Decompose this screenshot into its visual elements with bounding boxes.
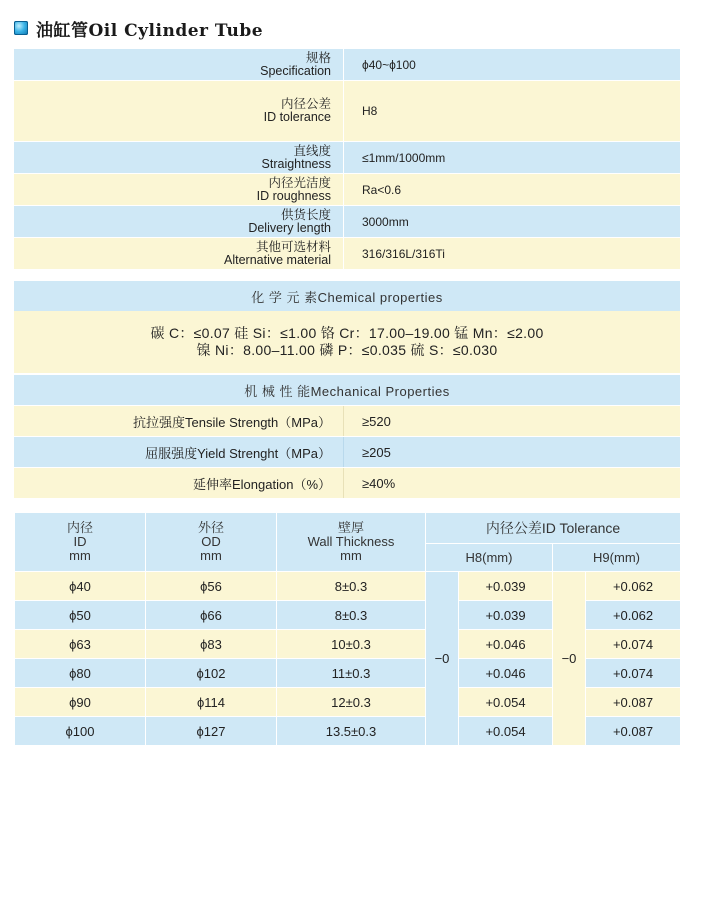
cell-id: ϕ100 [15,717,146,746]
cell-id: ϕ50 [15,601,146,630]
spec-value: 316/316L/316Ti [362,246,445,261]
spec-row-alternative-material [14,238,680,270]
cell-id: ϕ63 [15,630,146,659]
cell-h8-lower: −0 [426,572,459,746]
cell-h8: +0.054 [459,717,553,746]
spec-row-id-tolerance [14,81,680,142]
header-od-cn: 外径 [197,520,224,535]
spec-table [14,49,680,270]
spec-label-en: Specification [260,63,331,78]
spec-label-cn: 直线度 [293,143,331,158]
spec-row-straightness [14,142,680,174]
spec-label-cn: 内径公差 [280,97,331,111]
spec-label-en: Straightness [261,156,331,171]
spec-label-cn: 规格 [305,50,331,65]
spec-value: Ra<0.6 [362,182,402,197]
cell-h9: +0.074 [586,659,681,688]
spec-row-delivery-length [14,206,680,238]
spec-label [14,174,344,205]
cell-od: ϕ114 [146,688,277,717]
header-od-unit: mm [200,548,222,563]
mechanical-heading: 机 械 性 能Mechanical Properties [14,375,680,405]
table-row [15,572,681,601]
cell-od: ϕ102 [146,659,277,688]
spec-label [14,238,344,269]
header-wt-en: Wall Thickness [307,534,395,549]
cell-h8: +0.039 [459,572,553,601]
spec-label-cn: 供货长度 [280,207,331,222]
mechanical-label: 抗拉强度Tensile Strength（MPa） [14,406,344,436]
cell-h8: +0.046 [459,630,553,659]
chemical-line-1: 碳 C：≤0.07 硅 Si：≤1.00 铬 Cr：17.00–19.00 锰 Mn：≤2.00 [150,325,544,341]
spec-label [14,142,344,173]
mechanical-section [14,375,680,498]
chemical-heading: 化 学 元 素Chemical properties [14,281,680,311]
mechanical-row [14,467,680,498]
cell-id: ϕ90 [15,688,146,717]
header-id-en: ID [73,534,87,549]
mechanical-value: ≥40% [362,475,396,491]
cell-h9: +0.074 [586,630,681,659]
dimensions-table [14,512,681,746]
spec-label-cn: 内径光洁度 [268,175,331,190]
mechanical-row [14,405,680,436]
title-cn: 油缸管 [36,20,89,41]
cell-h8: +0.039 [459,601,553,630]
cell-od: ϕ127 [146,717,277,746]
header-id-tolerance: 内径公差ID Tolerance [426,513,681,544]
header-wall-thickness [277,513,426,572]
spec-label-en: ID tolerance [263,110,331,124]
spec-value: H8 [362,104,378,118]
title-row [14,16,263,40]
cell-wt: 11±0.3 [277,659,426,688]
cell-id: ϕ40 [15,572,146,601]
cell-wt: 8±0.3 [277,601,426,630]
mechanical-label: 延伸率Elongation（%） [14,468,344,498]
spec-label-cn: 其他可选材料 [255,239,331,254]
chemical-section [14,281,680,373]
spec-label [14,206,344,237]
header-wt-unit: mm [340,548,362,563]
cell-h8: +0.054 [459,688,553,717]
cell-id: ϕ80 [15,659,146,688]
mechanical-value: ≥205 [362,444,391,460]
cell-h9: +0.062 [586,572,681,601]
chemical-line-2: 镍 Ni：8.00–11.00 磷 P：≤0.035 硫 S：≤0.030 [196,342,498,358]
spec-label [14,81,344,141]
spec-label [14,49,344,80]
cell-h9: +0.087 [586,717,681,746]
chemical-body [14,311,680,373]
cell-od: ϕ66 [146,601,277,630]
cell-od: ϕ56 [146,572,277,601]
cell-wt: 13.5±0.3 [277,717,426,746]
cell-wt: 8±0.3 [277,572,426,601]
cell-h8: +0.046 [459,659,553,688]
spec-row-id-roughness [14,174,680,206]
spec-label-en: Alternative material [224,252,331,267]
square-bullet-icon [14,21,28,35]
cell-wt: 12±0.3 [277,688,426,717]
spec-label-en: ID roughness [256,188,331,203]
cell-h9: +0.062 [586,601,681,630]
spec-value: ≤1mm/1000mm [362,150,446,165]
header-id [15,513,146,572]
cell-h9: +0.087 [586,688,681,717]
header-id-unit: mm [69,548,91,563]
header-wt-cn: 壁厚 [337,520,364,535]
header-h8: H8(mm) [426,544,553,572]
spec-row-specification [14,49,680,81]
spec-value: 3000mm [362,214,409,229]
mechanical-row [14,436,680,467]
header-od [146,513,277,572]
header-h9: H9(mm) [553,544,681,572]
spec-label-en: Delivery length [248,220,331,235]
header-id-cn: 内径 [66,520,93,535]
cell-h9-lower: −0 [553,572,586,746]
cell-od: ϕ83 [146,630,277,659]
mechanical-value: ≥520 [362,413,391,429]
spec-value: ϕ40~ϕ100 [362,57,416,72]
header-od-en: OD [201,534,221,549]
page-title [36,16,263,41]
mechanical-label: 屈服强度Yield Strenght（MPa） [14,437,344,467]
title-en: Oil Cylinder Tube [88,20,264,41]
cell-wt: 10±0.3 [277,630,426,659]
